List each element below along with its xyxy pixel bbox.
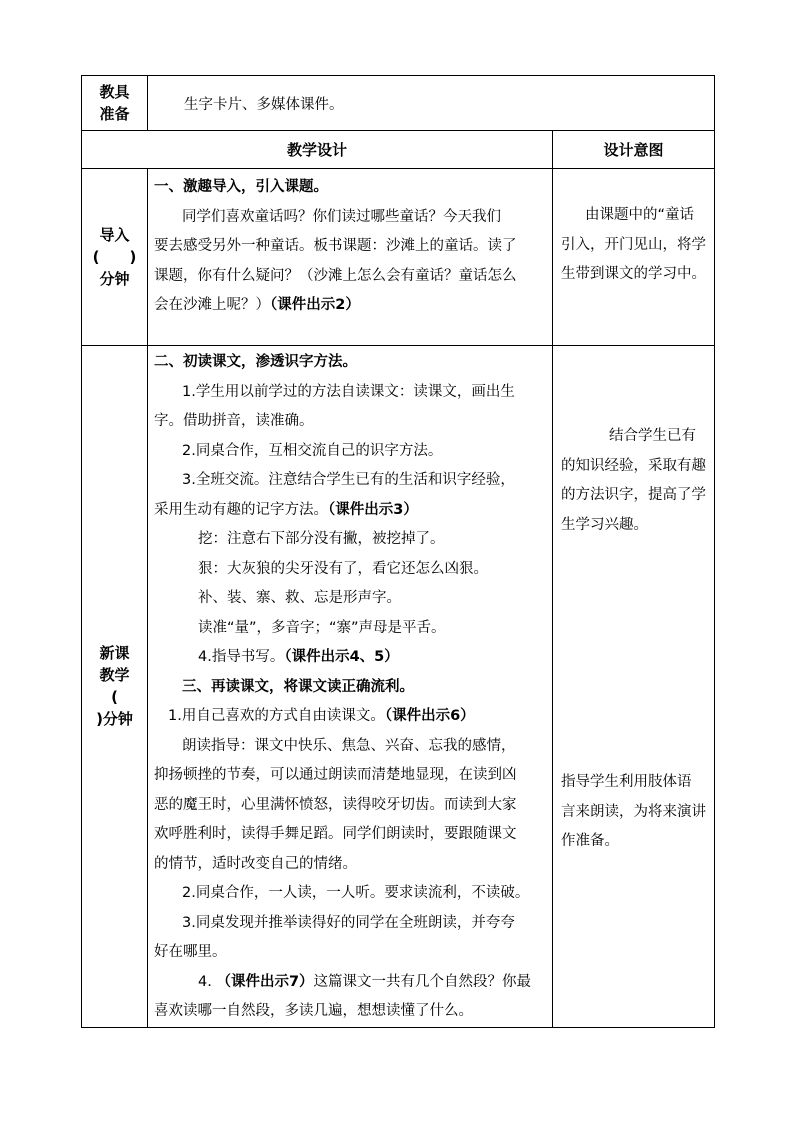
header-row xyxy=(82,131,715,169)
newlesson-intent xyxy=(553,346,715,1028)
intent-line: 言来朗读，为将来演讲 xyxy=(561,803,706,820)
courseware-note: （课件出示3） xyxy=(328,501,418,518)
guide-line: 抑扬顿挫的节奏，可以通过朗读而清楚地显现，在读到凶 xyxy=(154,767,517,783)
step-line: 字。借助拼音，读准确。 xyxy=(154,413,314,429)
design-header: 教学设计 xyxy=(82,131,553,169)
newlesson-content xyxy=(148,346,553,1028)
intro-heading: 一、激趣导入，引入课题。 xyxy=(154,179,328,195)
intro-intent-line: 由课题中的“童话 xyxy=(585,207,695,223)
intro-row xyxy=(82,169,715,346)
step-line: 喜欢读哪一自然段，多读几遍，想想读懂了什么。 xyxy=(154,1003,473,1019)
intro-content xyxy=(148,169,553,346)
lesson-plan-table xyxy=(81,75,715,1028)
intro-intent xyxy=(553,169,715,346)
guide-line: 的情节，适时改变自己的情绪。 xyxy=(154,855,357,872)
materials-label-line: 准备 xyxy=(99,105,130,123)
character-note: 读准“量”，多音字；“寨”声母是平舌。 xyxy=(198,619,446,636)
intro-text: 会在沙滩上呢？） xyxy=(154,297,270,313)
step-line: 1.学生用以前学过的方法自读课文：读课文，画出生 xyxy=(182,383,515,400)
courseware-note: （课件出示7） xyxy=(216,973,314,990)
intro-paragraph-line: 要去感受另外一种童话。板书课题：沙滩上的童话。读了 xyxy=(154,238,517,254)
step-line xyxy=(154,702,550,732)
character-note: 挖：注意右下部分没有撇，被挖掉了。 xyxy=(198,531,445,547)
step-text: 1.用自己喜欢的方式自由读课文。 xyxy=(168,708,385,724)
intent-header: 设计意图 xyxy=(553,131,715,169)
step-text: 采用生动有趣的记字方法。 xyxy=(154,501,328,518)
intent-line: 作准备。 xyxy=(561,833,619,849)
character-note: 补、装、寨、救、忘是形声字。 xyxy=(198,590,401,606)
intent-line: 的方法识字，提高了学 xyxy=(561,487,706,503)
materials-value: 生字卡片、多媒体课件。 xyxy=(184,96,344,113)
guide-line: 恶的魔王时，心里满怀愤怒，读得咬牙切齿。而读到大家 xyxy=(154,796,517,813)
materials-label-line: 教具 xyxy=(99,83,130,101)
materials-label xyxy=(82,76,148,131)
intro-intent-line: 生带到课文的学习中。 xyxy=(561,266,706,282)
intro-paragraph-line: 课题，你有什么疑问？（沙滩上怎么会有童话？童话怎么 xyxy=(154,267,517,284)
intro-label-line: ( ) xyxy=(92,248,137,266)
newlesson-label-line: )分钟 xyxy=(96,710,133,729)
step-line: 3.同桌发现并推举读得好的同学在全班朗读，并夸夸 xyxy=(182,914,515,931)
character-note: 狠：大灰狼的尖牙没有了，看它还怎么凶狠。 xyxy=(198,560,488,577)
intent-line: 的知识经验，采取有趣 xyxy=(561,457,706,474)
step-line xyxy=(154,968,550,998)
intro-paragraph-line xyxy=(154,291,550,321)
intent-block-reading xyxy=(561,540,712,857)
step-text: 这篇课文一共有几个自然段？你最 xyxy=(313,973,532,990)
section-heading: 三、再读课文，将课文读正确流利。 xyxy=(182,678,414,695)
materials-text xyxy=(148,76,715,131)
newlesson-row xyxy=(82,346,715,1028)
step-line: 好在哪里。 xyxy=(154,944,227,960)
materials-row xyxy=(82,76,715,131)
intent-block-literacy xyxy=(561,346,712,540)
step-line: 2.同桌合作，一人读，一人听。要求读流利，不读破。 xyxy=(182,885,530,901)
newlesson-label xyxy=(82,346,148,1028)
courseware-note: （课件出示2） xyxy=(270,297,360,313)
newlesson-label-line: ( xyxy=(111,688,118,707)
step-line: 2.同桌合作，互相交流自己的识字方法。 xyxy=(182,442,443,459)
step-number: 4. xyxy=(198,973,212,990)
step-text: 4.指导书写。 xyxy=(198,649,285,665)
intro-label-line: 分钟 xyxy=(99,270,130,288)
intro-label xyxy=(82,169,148,346)
courseware-note: （课件出示4、5） xyxy=(284,649,399,665)
step-line: 3.全班交流。注意结合学生已有的生活和识字经验， xyxy=(182,472,515,488)
newlesson-label-line: 教学 xyxy=(99,666,130,685)
intent-line: 结合学生已有 xyxy=(609,428,696,444)
intent-line: 指导学生利用肢体语 xyxy=(561,774,692,790)
courseware-note: （课件出示6） xyxy=(384,708,475,724)
newlesson-label-line: 新课 xyxy=(99,644,130,663)
guide-line: 欢呼胜利时，读得手舞足蹈。同学们朗读时，要跟随课文 xyxy=(154,826,517,842)
step-line xyxy=(154,496,550,526)
intro-intent-line: 引入，开门见山，将学 xyxy=(561,236,706,253)
intro-label-line: 导入 xyxy=(99,226,130,244)
intent-line: 生学习兴趣。 xyxy=(561,516,648,533)
step-line xyxy=(154,643,550,673)
guide-line: 朗读指导：课文中快乐、焦急、兴奋、忘我的感情， xyxy=(182,737,516,754)
section-heading: 二、初读课文，渗透识字方法。 xyxy=(154,354,357,370)
intro-paragraph-line: 同学们喜欢童话吗？你们读过哪些童话？今天我们 xyxy=(182,208,501,225)
